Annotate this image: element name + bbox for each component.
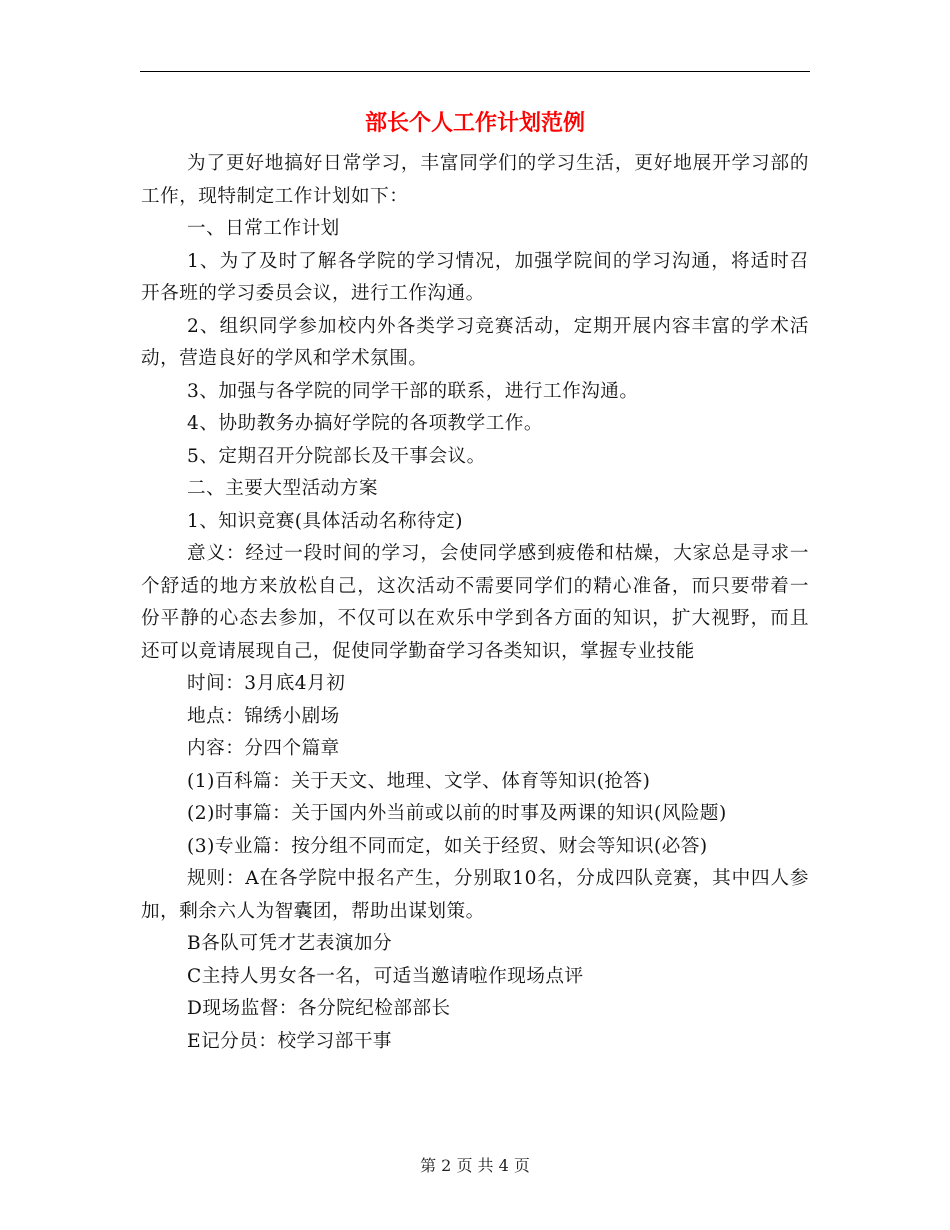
content-part-2: (2)时事篇：关于国内外当前或以前的时事及两课的知识(风险题) (187, 803, 727, 824)
rules-b: B各队可凭才艺表演加分 (187, 933, 393, 954)
rules-a: 规则：A在各学院中报名产生，分别取10名，分成四队竞赛，其中四人参加，剩余六人为智囊团，帮助出谋划策。 (141, 868, 809, 922)
activity-location: 地点：锦绣小剧场 (187, 705, 340, 727)
document-title: 部长个人工作计划范例 (364, 111, 585, 136)
intro-paragraph: 为了更好地搞好日常学习，丰富同学们的学习生活，更好地展开学习部的工作，现特制定工作计划如下： (141, 153, 809, 207)
section-heading-major-activities: 二、主要大型活动方案 (187, 478, 378, 499)
activity-heading-quiz: 1、知识竞赛(具体活动名称待定) (187, 510, 464, 532)
header-rule (140, 71, 810, 72)
rules-e: E记分员：校学习部干事 (187, 1030, 393, 1052)
activity-time: 时间：3月底4月初 (187, 673, 346, 694)
daily-plan-item-1: 1、为了及时了解各学院的学习情况，加强学院间的学习沟通，将适时召开各班的学习委员会议，进行工作沟通。 (141, 250, 809, 304)
rules-d: D现场监督：各分院纪检部部长 (187, 998, 451, 1019)
rules-c: C主持人男女各一名，可适当邀请啦作现场点评 (187, 965, 584, 987)
page-number: 第 2 页 共 4 页 (420, 1156, 530, 1175)
content-part-3: (3)专业篇：按分组不同而定，如关于经贸、财会等知识(必答) (187, 835, 708, 857)
content-part-1: (1)百科篇：关于天文、地理、文学、体育等知识(抢答) (187, 770, 651, 792)
section-heading-daily-plan: 一、日常工作计划 (187, 218, 340, 239)
daily-plan-item-5: 5、定期召开分院部长及干事会议。 (187, 445, 486, 467)
activity-significance: 意义：经过一段时间的学习，会使同学感到疲倦和枯燥，大家总是寻求一个舒适的地方来放松自己，这次活动不需要同学们的精心准备，而只要带着一份平静的心态去参加，不仅可以在欢乐中学到各方面的知识，扩大视野，而且还可以竟请展现自己，促使同学勤奋学习各类知识，掌握专业技能 (141, 543, 809, 662)
daily-plan-item-2: 2、组织同学参加校内外各类学习竞赛活动，定期开展内容丰富的学术活动，营造良好的学风和学术氛围。 (141, 315, 809, 369)
daily-plan-item-3: 3、加强与各学院的同学干部的联系，进行工作沟通。 (187, 380, 639, 402)
document-body (141, 148, 809, 1058)
daily-plan-item-4: 4、协助教务办搞好学院的各项教学工作。 (187, 413, 544, 434)
activity-content: 内容：分四个篇章 (187, 738, 340, 759)
